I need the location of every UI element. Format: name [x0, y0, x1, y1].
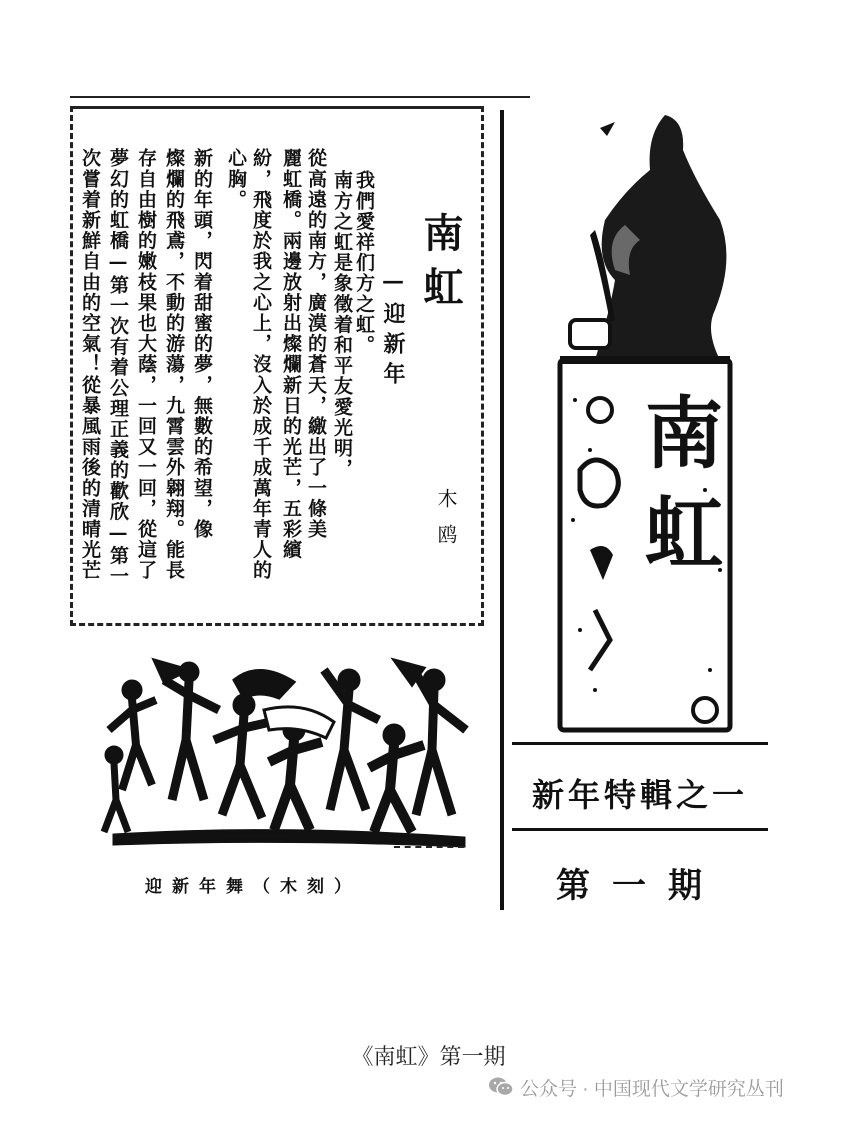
masthead-title: 南虹	[632, 392, 723, 592]
rule-bottom	[512, 828, 768, 831]
poem-line: 我們愛祥们方之虹。	[353, 170, 375, 356]
issue-number-label: 第一期	[556, 866, 724, 906]
footer-watermark	[488, 1074, 848, 1104]
poem-frame	[70, 106, 484, 626]
rule-top	[512, 742, 768, 745]
poem-line: 從高遠的南方，廣漠的蒼天，繳出了一條美	[305, 148, 327, 540]
poem-line: 燦爛的飛鳶，不動的游蕩，九霄雲外翱翔。能長	[163, 148, 185, 581]
woodcut-illustration	[94, 650, 480, 860]
poem-line: 南方之虹是象徵着和平友愛光明，	[331, 170, 353, 479]
figure-caption: 《南虹》第一期	[351, 1045, 506, 1070]
poem-line: 次嘗着新鮮自由的空氣！從暴風雨後的清晴光芒	[79, 148, 101, 581]
poem-title: 南虹	[417, 212, 464, 320]
poem-line: 新的年頭，閃着甜蜜的夢，無數的希望，像	[191, 148, 213, 540]
footer-text: 公众号 · 中国现代文学研究丛刊	[520, 1079, 784, 1100]
divider	[394, 846, 464, 848]
poem-subtitle: —迎新年	[380, 268, 406, 392]
poem-line: 夢幻的虹橋—第一次有着公理正義的歡欣—第一	[107, 148, 129, 587]
wechat-icon	[488, 1076, 514, 1104]
poem-line: 存自由樹的嫩枝果也大蔭，一回又一回，從這了	[135, 148, 157, 581]
poem-author: 木鸥	[434, 488, 458, 560]
column-divider	[500, 110, 504, 910]
poem-line: 心胸。	[225, 148, 247, 210]
special-issue-label: 新年特輯之一	[531, 776, 748, 814]
woodcut-caption: 迎新年舞（木刻）	[145, 877, 361, 897]
top-rule	[70, 96, 530, 98]
poem-line: 紛，飛度於我之心上，沒入於成千成萬年青人的	[250, 148, 272, 581]
poem-line: 麗虹橋。兩邊放射出燦爛新日的光芒，五彩繽	[280, 148, 302, 560]
